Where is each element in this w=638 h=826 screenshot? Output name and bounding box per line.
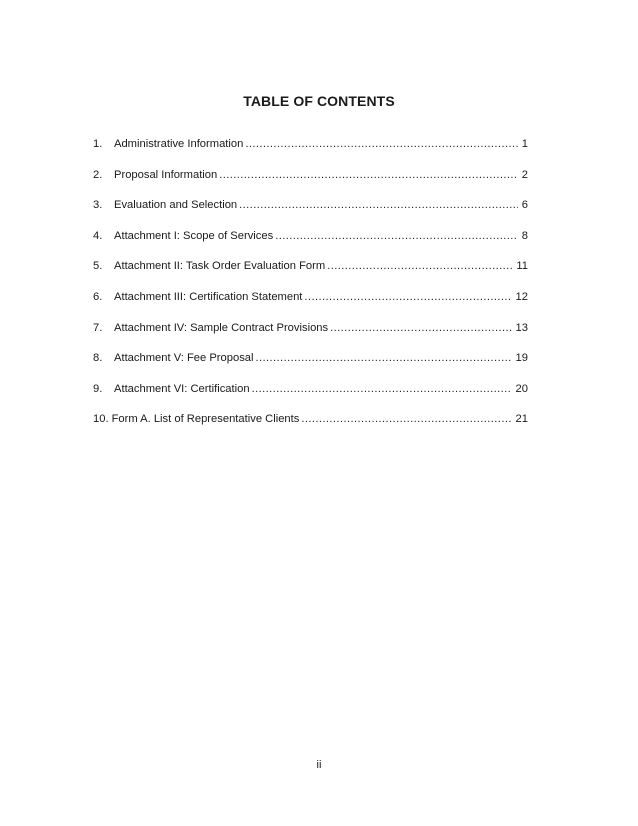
toc-entry-label: Attachment III: Certification Statement [114, 290, 303, 303]
toc-dot-leader [327, 260, 512, 272]
toc-entry-number: 8. [93, 352, 103, 365]
toc-entry-evaluation-and-selection[interactable] [93, 199, 528, 230]
page-title: TABLE OF CONTENTS [243, 93, 395, 109]
toc-entry-task-order-evaluation-form[interactable] [93, 260, 528, 291]
toc-entry-label: Attachment VI: Certification [114, 382, 250, 395]
toc-entry-label: Attachment I: Scope of Services [114, 229, 274, 242]
toc-dot-leader [304, 291, 511, 303]
toc-entry-number: 2. [93, 168, 103, 181]
toc-entry-administrative-information[interactable] [93, 138, 528, 169]
toc-entry-label: Proposal Information [114, 168, 218, 181]
toc-entry-certification-statement[interactable] [93, 291, 528, 322]
toc-entry-number: 10. [93, 413, 109, 426]
toc-dot-leader [301, 413, 511, 425]
toc-dot-leader [275, 230, 518, 242]
toc-entry-scope-of-services[interactable] [93, 230, 528, 261]
toc-entry-representative-clients[interactable] [93, 413, 528, 444]
toc-entry-page: 1 [521, 138, 528, 150]
toc-dot-leader [330, 322, 511, 334]
toc-dot-leader [245, 138, 517, 150]
toc-entry-page: 11 [516, 260, 528, 273]
toc-entry-number: 7. [93, 321, 103, 334]
toc-entry-sample-contract-provisions[interactable] [93, 322, 528, 353]
toc-entry-proposal-information[interactable] [93, 169, 528, 200]
toc-entry-page: 8 [521, 229, 528, 242]
toc-entry-page: 2 [521, 168, 528, 181]
toc-entry-number: 3. [93, 199, 103, 212]
toc-entry-fee-proposal[interactable] [93, 352, 528, 383]
toc-entry-label: Administrative Information [114, 138, 244, 150]
page-number: ii [316, 759, 322, 771]
toc-entry-label: Evaluation and Selection [114, 199, 238, 212]
toc-entry-page: 13 [515, 321, 528, 334]
toc-entry-label: Attachment IV: Sample Contract Provisions [114, 321, 329, 334]
toc-entry-page: 20 [515, 382, 528, 395]
toc-dot-leader [252, 383, 512, 395]
toc-entry-label: Attachment II: Task Order Evaluation Form [114, 260, 326, 273]
toc-entry-page: 12 [515, 290, 528, 303]
toc-entry-number: 1. [93, 138, 103, 150]
toc-entry-number: 6. [93, 290, 103, 303]
toc-entry-certification[interactable] [93, 383, 528, 414]
toc-entry-number: 4. [93, 229, 103, 242]
toc-entry-number: 5. [93, 260, 103, 273]
toc-entry-page: 19 [515, 352, 528, 365]
toc-entry-label: Form A. List of Representative Clients [111, 413, 300, 426]
toc-dot-leader [219, 169, 518, 181]
table-of-contents [93, 138, 528, 444]
toc-dot-leader [239, 199, 518, 211]
toc-entry-label: Attachment V: Fee Proposal [114, 352, 254, 365]
toc-entry-number: 9. [93, 382, 103, 395]
toc-entry-page: 6 [521, 199, 528, 212]
toc-entry-page: 21 [515, 413, 528, 426]
toc-dot-leader [256, 352, 512, 364]
